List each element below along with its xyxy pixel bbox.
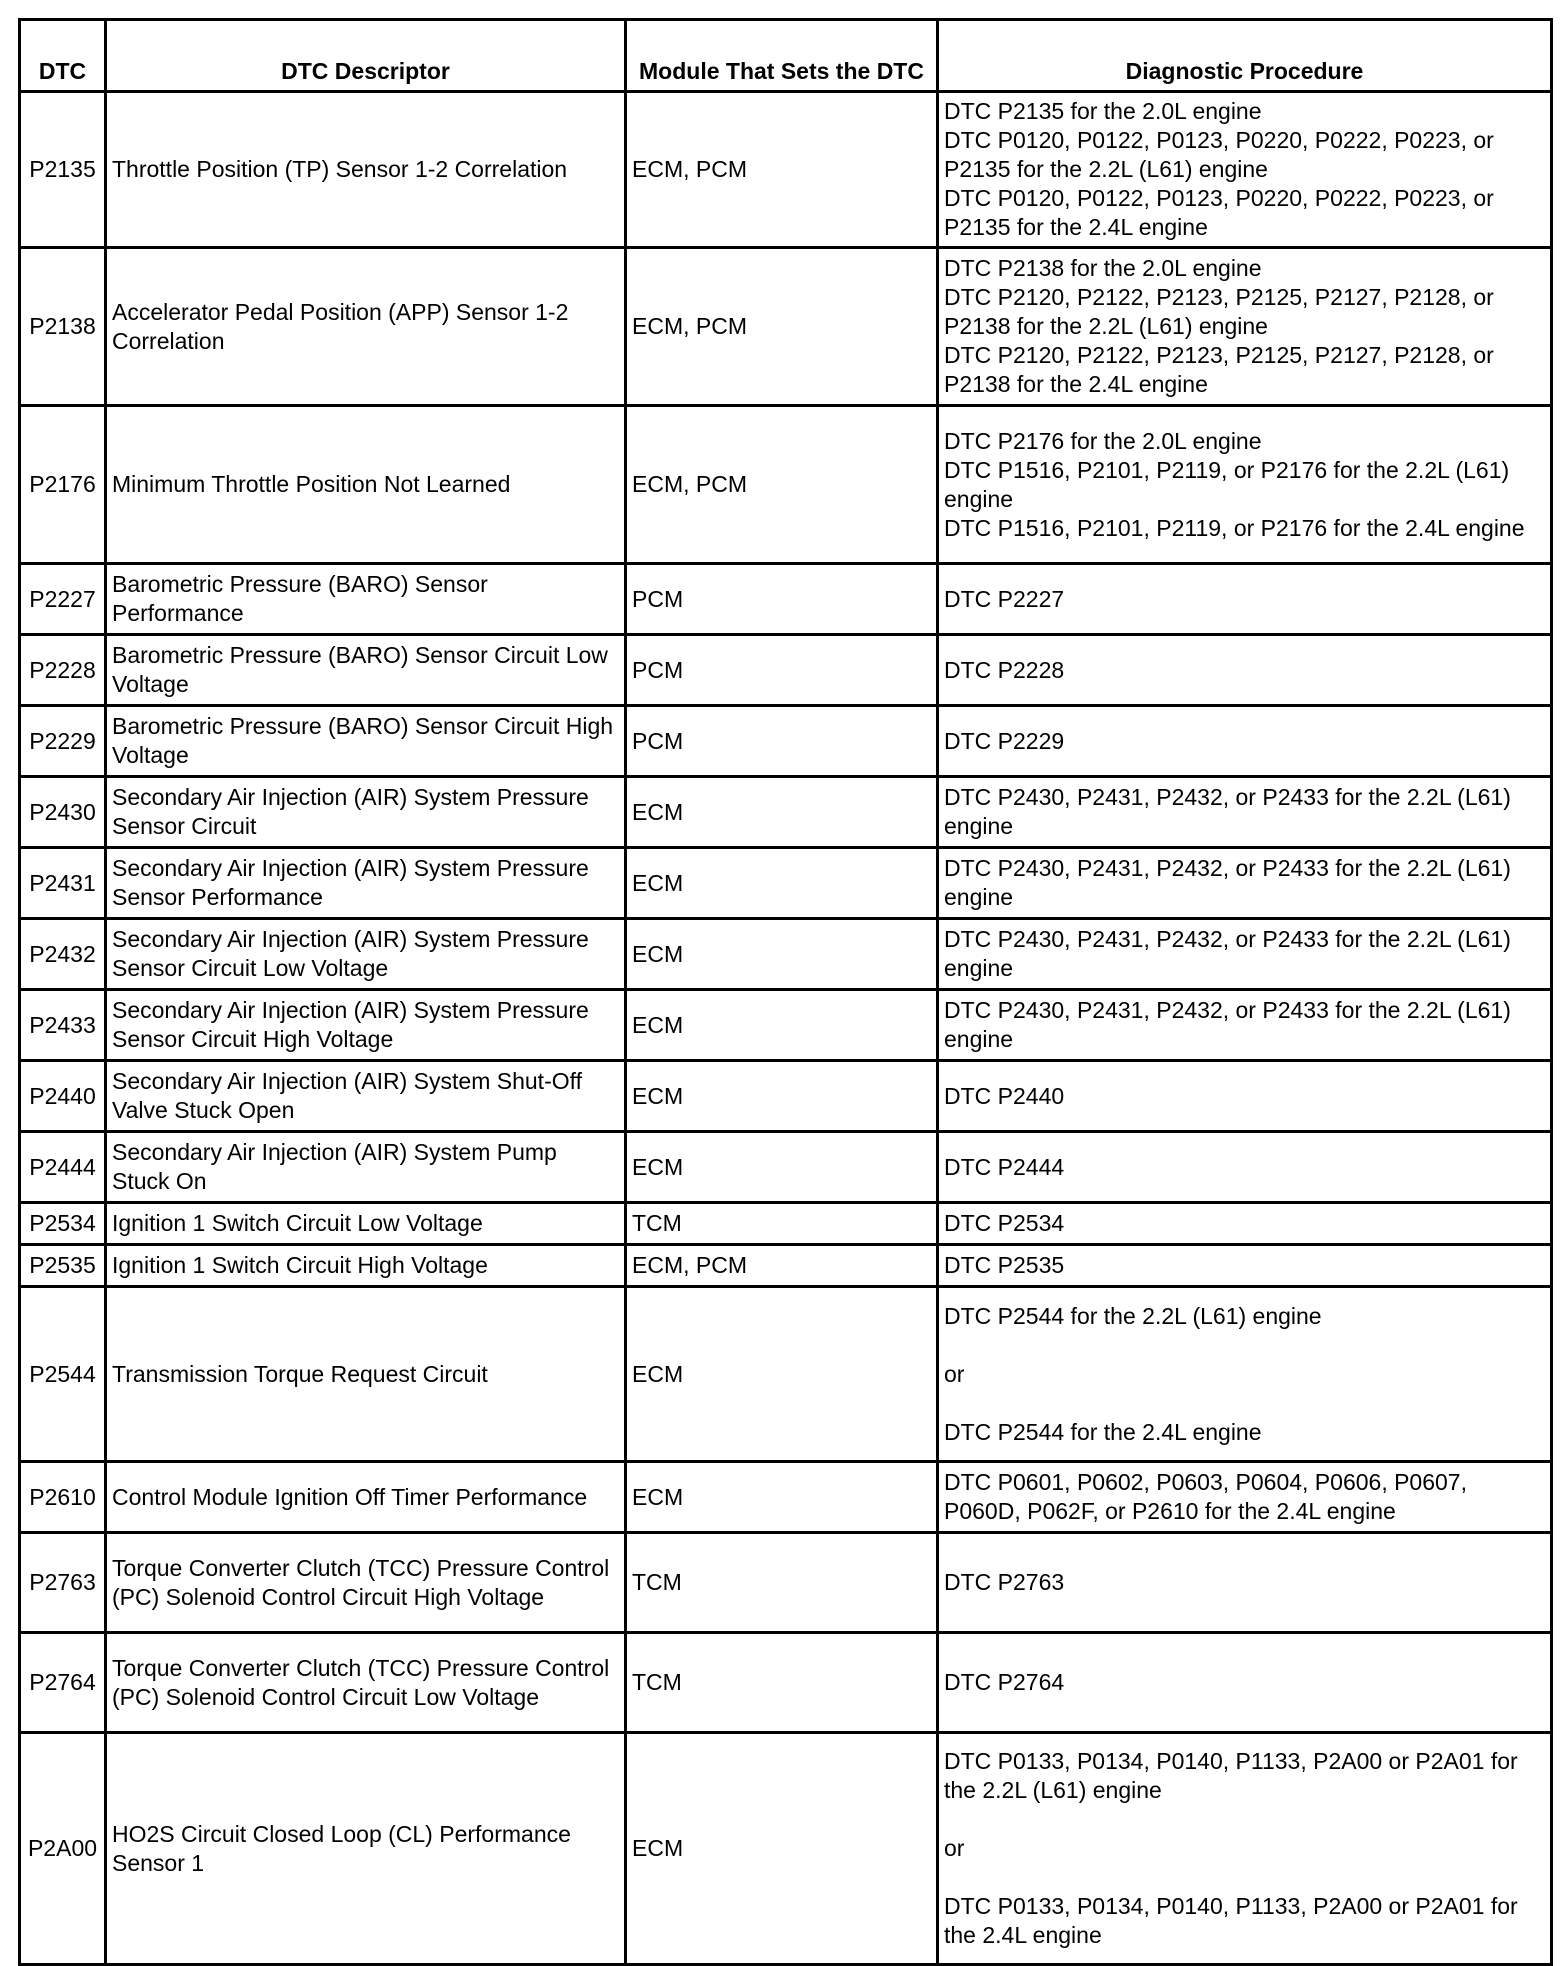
table-row [20,1203,1552,1245]
table-row [20,1733,1552,1965]
dtc-code: P2433 [20,990,106,1061]
spacer [944,1863,1545,1892]
dtc-descriptor: Secondary Air Injection (AIR) System Shut-Off Valve Stuck Open [106,1061,626,1132]
dtc-descriptor: Barometric Pressure (BARO) Sensor Circuit High Voltage [106,706,626,777]
table-row [20,1061,1552,1132]
header-descriptor: DTC Descriptor [106,20,626,92]
diagnostic-procedure [938,919,1552,990]
procedure-line: DTC P2544 for the 2.4L engine [944,1418,1262,1445]
dtc-descriptor: Ignition 1 Switch Circuit Low Voltage [106,1203,626,1245]
dtc-code: P2135 [20,92,106,248]
module: ECM [626,919,938,990]
diagnostic-procedure [938,1733,1552,1965]
dtc-descriptor: HO2S Circuit Closed Loop (CL) Performance Sensor 1 [106,1733,626,1965]
diagnostic-procedure [938,564,1552,635]
spacer [944,1805,1545,1834]
procedure-line: DTC P2120, P2122, P2123, P2125, P2127, P2128, or P2138 for the 2.4L engine [944,342,1494,397]
table-header [20,20,1552,92]
diagnostic-procedure [938,406,1552,564]
module: ECM [626,990,938,1061]
module: ECM [626,848,938,919]
diagnostic-procedure [938,990,1552,1061]
dtc-descriptor: Secondary Air Injection (AIR) System Pressure Sensor Circuit High Voltage [106,990,626,1061]
diagnostic-procedure [938,1633,1552,1733]
procedure-line: DTC P2763 [944,1569,1065,1595]
dtc-descriptor: Throttle Position (TP) Sensor 1-2 Correlation [106,92,626,248]
module: ECM, PCM [626,406,938,564]
spacer [944,1389,1545,1418]
header-module: Module That Sets the DTC [626,20,938,92]
module: ECM [626,1132,938,1203]
procedure-line: DTC P2120, P2122, P2123, P2125, P2127, P2128, or P2138 for the 2.2L (L61) engine [944,284,1494,339]
procedure-line: DTC P2138 for the 2.0L engine [944,255,1262,281]
table-row [20,92,1552,248]
diagnostic-procedure [938,1533,1552,1633]
table-row [20,990,1552,1061]
diagnostic-procedure [938,1132,1552,1203]
dtc-code: P2A00 [20,1733,106,1965]
diagnostic-procedure [938,848,1552,919]
procedure-line: DTC P2544 for the 2.2L (L61) engine [944,1302,1322,1329]
procedure-line: DTC P2227 [944,585,1065,612]
table-row [20,848,1552,919]
procedure-line: DTC P0601, P0602, P0603, P0604, P0606, P0607, P060D, P062F, or P2610 for the 2.4L engine [944,1469,1467,1524]
dtc-descriptor: Secondary Air Injection (AIR) System Pressure Sensor Circuit [106,777,626,848]
module: TCM [626,1533,938,1633]
diagnostic-procedure [938,1287,1552,1462]
module: ECM [626,1287,938,1462]
diagnostic-procedure [938,635,1552,706]
dtc-code: P2227 [20,564,106,635]
dtc-code: P2534 [20,1203,106,1245]
module: PCM [626,635,938,706]
diagnostic-procedure [938,1462,1552,1533]
table-row [20,635,1552,706]
dtc-code: P2431 [20,848,106,919]
procedure-line: DTC P2764 [944,1669,1065,1695]
dtc-code: P2432 [20,919,106,990]
module: ECM, PCM [626,248,938,406]
table-row [20,1132,1552,1203]
dtc-code: P2763 [20,1533,106,1633]
procedure-line: DTC P0120, P0122, P0123, P0220, P0222, P0223, or P2135 for the 2.2L (L61) engine [944,127,1494,182]
module: ECM [626,1733,938,1965]
module: TCM [626,1203,938,1245]
header-dtc: DTC [20,20,106,92]
module: ECM [626,777,938,848]
diagnostic-procedure [938,706,1552,777]
diagnostic-procedure [938,1203,1552,1245]
table-row [20,1462,1552,1533]
header-procedure: Diagnostic Procedure [938,20,1552,92]
table-row [20,248,1552,406]
dtc-code: P2138 [20,248,106,406]
procedure-line: DTC P2176 for the 2.0L engine [944,427,1262,454]
dtc-descriptor: Control Module Ignition Off Timer Performance [106,1462,626,1533]
table-row [20,1287,1552,1462]
procedure-line: DTC P2430, P2431, P2432, or P2433 for the 2.2L (L61) engine [944,997,1511,1052]
procedure-line: DTC P0133, P0134, P0140, P1133, P2A00 or P2A01 for the 2.2L (L61) engine [944,1748,1518,1803]
dtc-descriptor: Ignition 1 Switch Circuit High Voltage [106,1245,626,1287]
table-row [20,919,1552,990]
procedure-line: DTC P2440 [944,1082,1065,1109]
dtc-code: P2228 [20,635,106,706]
module: ECM, PCM [626,92,938,248]
dtc-descriptor: Accelerator Pedal Position (APP) Sensor 1-2 Correlation [106,248,626,406]
dtc-descriptor: Minimum Throttle Position Not Learned [106,406,626,564]
procedure-line: DTC P2535 [944,1252,1065,1278]
procedure-line: DTC P0133, P0134, P0140, P1133, P2A00 or P2A01 for the 2.4L engine [944,1893,1518,1948]
module: ECM [626,1462,938,1533]
module: ECM, PCM [626,1245,938,1287]
dtc-table [18,18,1553,1966]
table-row [20,706,1552,777]
table-row [20,1245,1552,1287]
table-row [20,1533,1552,1633]
diagnostic-procedure [938,777,1552,848]
dtc-descriptor: Transmission Torque Request Circuit [106,1287,626,1462]
procedure-line: or [944,1360,965,1387]
dtc-descriptor: Secondary Air Injection (AIR) System Pump Stuck On [106,1132,626,1203]
procedure-line: DTC P2135 for the 2.0L engine [944,98,1262,124]
dtc-code: P2544 [20,1287,106,1462]
header-row [20,20,1552,92]
dtc-code: P2610 [20,1462,106,1533]
table-row [20,564,1552,635]
dtc-code: P2535 [20,1245,106,1287]
procedure-line: DTC P2430, P2431, P2432, or P2433 for the 2.2L (L61) engine [944,784,1511,839]
spacer [944,1331,1545,1360]
diagnostic-procedure [938,1061,1552,1132]
dtc-code: P2440 [20,1061,106,1132]
table-row [20,777,1552,848]
module: TCM [626,1633,938,1733]
procedure-line: or [944,1835,965,1861]
dtc-descriptor: Barometric Pressure (BARO) Sensor Circuit Low Voltage [106,635,626,706]
procedure-line: DTC P2228 [944,656,1065,683]
procedure-line: DTC P1516, P2101, P2119, or P2176 for the 2.2L (L61) engine [944,456,1510,512]
dtc-descriptor: Barometric Pressure (BARO) Sensor Performance [106,564,626,635]
module: PCM [626,706,938,777]
dtc-descriptor: Secondary Air Injection (AIR) System Pressure Sensor Circuit Low Voltage [106,919,626,990]
table-body [20,92,1552,1965]
procedure-line: DTC P2229 [944,727,1065,754]
dtc-code: P2229 [20,706,106,777]
procedure-line: DTC P2534 [944,1210,1065,1236]
procedure-line: DTC P2444 [944,1153,1065,1180]
dtc-descriptor: Secondary Air Injection (AIR) System Pressure Sensor Performance [106,848,626,919]
dtc-descriptor: Torque Converter Clutch (TCC) Pressure Control (PC) Solenoid Control Circuit High Voltage [106,1533,626,1633]
diagnostic-procedure [938,248,1552,406]
procedure-line: DTC P2430, P2431, P2432, or P2433 for the 2.2L (L61) engine [944,926,1511,981]
dtc-descriptor: Torque Converter Clutch (TCC) Pressure Control (PC) Solenoid Control Circuit Low Voltage [106,1633,626,1733]
diagnostic-procedure [938,92,1552,248]
table-row [20,1633,1552,1733]
table-row [20,406,1552,564]
procedure-line: DTC P0120, P0122, P0123, P0220, P0222, P0223, or P2135 for the 2.4L engine [944,185,1494,240]
module: ECM [626,1061,938,1132]
module: PCM [626,564,938,635]
procedure-line: DTC P1516, P2101, P2119, or P2176 for the 2.4L engine [944,514,1525,541]
diagnostic-procedure [938,1245,1552,1287]
dtc-code: P2444 [20,1132,106,1203]
dtc-code: P2176 [20,406,106,564]
dtc-code: P2430 [20,777,106,848]
dtc-code: P2764 [20,1633,106,1733]
procedure-line: DTC P2430, P2431, P2432, or P2433 for the 2.2L (L61) engine [944,855,1511,910]
